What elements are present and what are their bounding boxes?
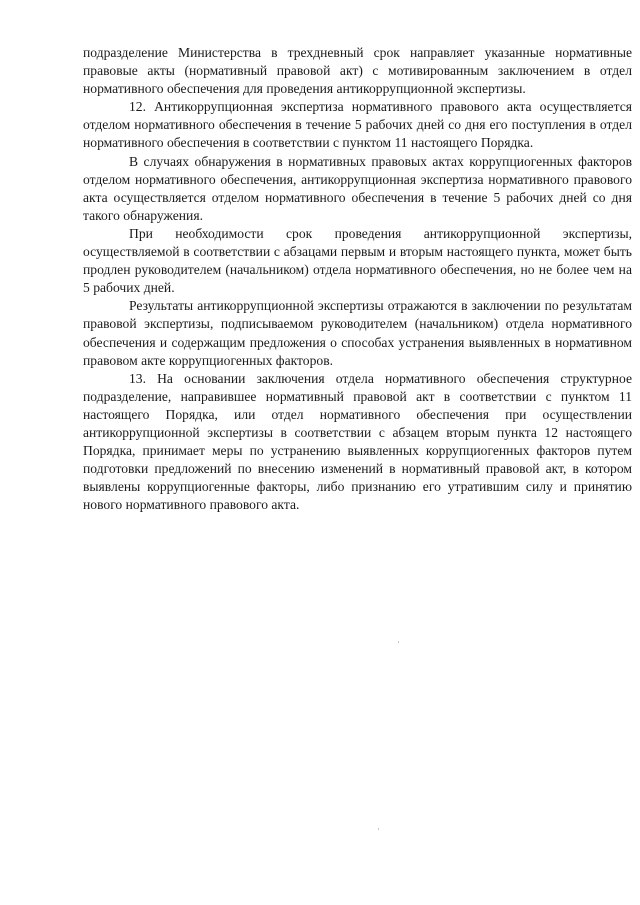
document-body — [83, 44, 632, 514]
paragraph-continuation: подразделение Министерства в трехдневный срок направляет указанные нормативные правовые акты (нормативный правовой акт) с мотивированным заключением в отдел нормативного обеспечения для проведения антикоррупционной экспертизы. — [83, 45, 632, 97]
scan-speck — [378, 828, 379, 830]
paragraph-item-13: 13. На основании заключения отдела нормативного обеспечения структурное подразделение, направившее нормативный правовой акт в соответствии с пунктом 11 настоящего Порядка, или отдел нормативного обеспечения при осуществлении антикоррупционной экспертизы в соответствии с абзацем вторым пункта 12 настоящего Порядка, принимает меры по устранению выявленных коррупциогенных факторов путем подготовки предложений по внесению изменений в нормативный правовой акт, в котором выявлены коррупциогенные факторы, либо признанию его утратившим силу и принятию нового нормативного правового акта. — [83, 370, 632, 513]
paragraph-detection-cases: В случаях обнаружения в нормативных правовых актах коррупциогенных факторов отделом нормативного обеспечения, антикоррупционная экспертиза нормативного правового акта осуществляется отделом нормативного обеспечения в течение 5 рабочих дней со дня такого обнаружения. — [83, 153, 632, 223]
paragraph-term-extension: При необходимости срок проведения антикоррупционной экспертизы, осуществляемой в соответствии с абзацами первым и вторым настоящего пункта, может быть продлен руководителем (начальником) отдела нормативного обеспечения, но не более чем на 5 рабочих дней. — [83, 225, 632, 296]
paragraph-expertise-results: Результаты антикоррупционной экспертизы отражаются в заключении по результатам правовой экспертизы, подписываемом руководителем (начальником) отдела нормативного обеспечения и содержащим предложения о способах устранения выявленных в нормативном правовом акте коррупциогенных факторов. — [83, 298, 632, 368]
scan-speck — [398, 641, 399, 643]
paragraph-item-12: 12. Антикоррупционная экспертиза нормативного правового акта осуществляется отделом нормативного обеспечения в течение 5 рабочих дней со дня его поступления в отдел нормативного обеспечения в соответствии с пунктом 11 настоящего Порядка. — [83, 99, 632, 151]
